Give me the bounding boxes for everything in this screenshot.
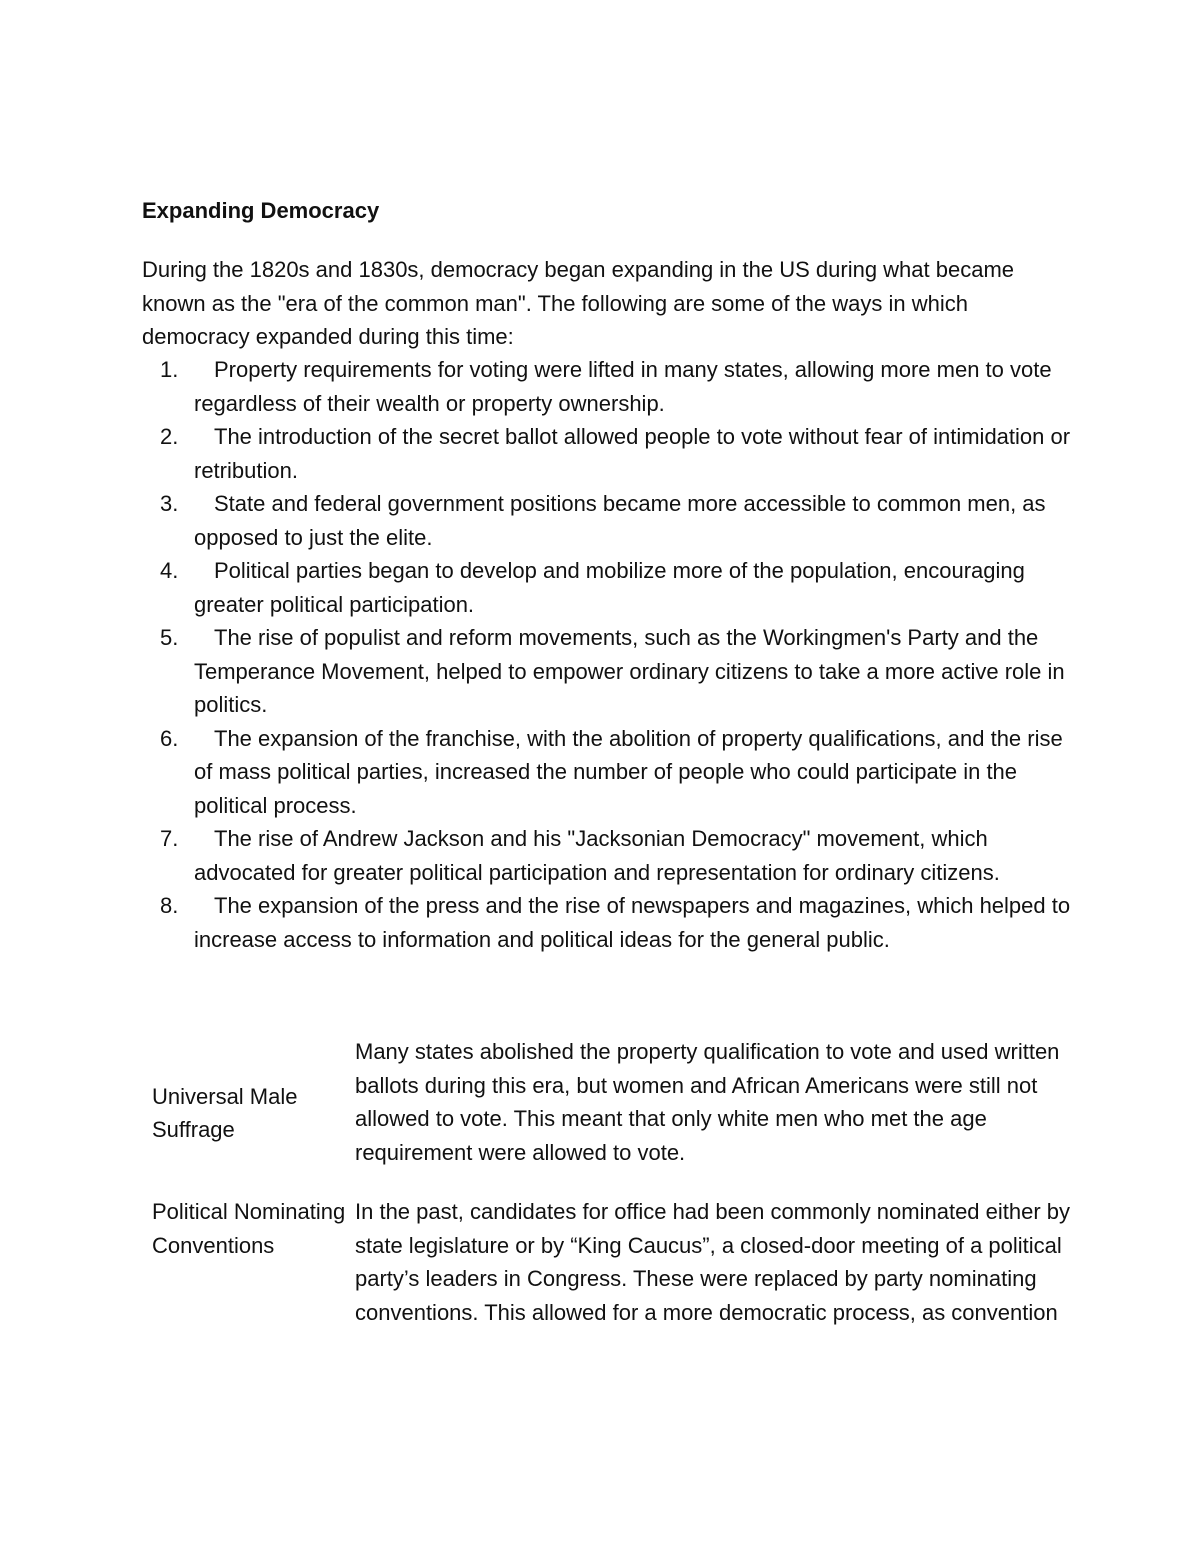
definition-term: Political Nominating Conventions bbox=[152, 1199, 346, 1258]
document-title: Expanding Democracy bbox=[142, 198, 380, 223]
list-item-number: 2. bbox=[160, 424, 179, 449]
list-item bbox=[142, 420, 1072, 487]
list-item-text: The rise of Andrew Jackson and his "Jacksonian Democracy" movement, which advocated for greater political participation and representation for ordinary citizens. bbox=[194, 826, 1000, 885]
list-item-number: 4. bbox=[160, 558, 179, 583]
list-item bbox=[142, 822, 1072, 889]
definitions-table bbox=[142, 1035, 1072, 1329]
list-item-text: The expansion of the franchise, with the abolition of property qualifications, and the rise of mass political parties, increased the number of people who could participate in the political process. bbox=[194, 725, 1063, 818]
definition-description: In the past, candidates for office had been commonly nominated either by state legislature or by “King Caucus”, a closed-door meeting of a political party’s leaders in Congress. These were replaced by party nominating conventions. This allowed for a more democratic process, as convention bbox=[355, 1199, 1071, 1325]
list-item bbox=[142, 889, 1072, 956]
list-item bbox=[142, 353, 1072, 420]
definition-row bbox=[142, 1191, 1072, 1329]
definition-row bbox=[142, 1035, 1072, 1191]
list-item-text: Political parties began to develop and mobilize more of the population, encouraging greater political participation. bbox=[194, 558, 1025, 617]
list-item-text: The introduction of the secret ballot allowed people to vote without fear of intimidation or retribution. bbox=[194, 424, 1071, 483]
list-item bbox=[142, 621, 1072, 722]
definition-description: Many states abolished the property qualification to vote and used written ballots during this era, but women and African Americans were still not allowed to vote. This meant that only white men who met the age requirement were allowed to vote. bbox=[355, 1039, 1060, 1165]
list-item-number: 8. bbox=[160, 893, 179, 918]
definition-term: Universal Male Suffrage bbox=[152, 1083, 298, 1142]
list-item-number: 7. bbox=[160, 826, 179, 851]
list-item bbox=[142, 554, 1072, 621]
intro-paragraph: During the 1820s and 1830s, democracy began expanding in the US during what became known as the "era of the common man". The following are some of the ways in which democracy expanded during this time: bbox=[142, 257, 1015, 349]
list-item-number: 6. bbox=[160, 725, 179, 751]
list-item-number: 5. bbox=[160, 625, 179, 650]
list-item-text: State and federal government positions became more accessible to common men, as opposed to just the elite. bbox=[194, 491, 1046, 550]
democracy-expansion-list bbox=[142, 353, 1072, 956]
list-item-text: The expansion of the press and the rise of newspapers and magazines, which helped to increase access to information and political ideas for the general public. bbox=[194, 893, 1071, 952]
list-item-text: The rise of populist and reform movements, such as the Workingmen's Party and the Temperance Movement, helped to empower ordinary citizens to take a more active role in politics. bbox=[194, 625, 1065, 717]
list-item bbox=[142, 722, 1072, 823]
list-item-number: 3. bbox=[160, 491, 179, 516]
list-item-text: Property requirements for voting were lifted in many states, allowing more men to vote regardless of their wealth or property ownership. bbox=[194, 357, 1052, 416]
list-item-number: 1. bbox=[160, 357, 179, 382]
list-item bbox=[142, 487, 1072, 554]
